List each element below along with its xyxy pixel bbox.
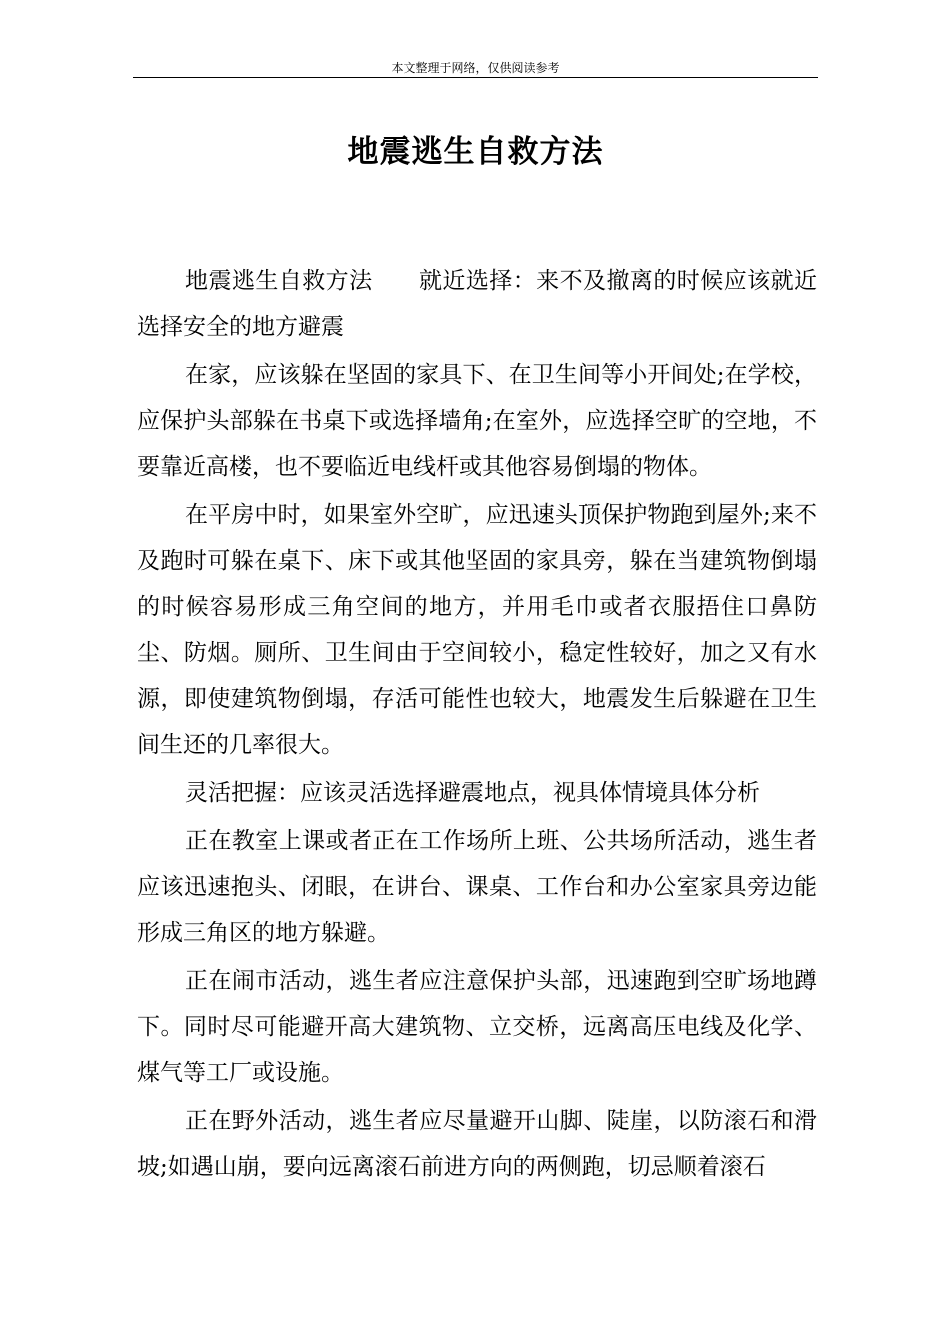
header-divider: [133, 77, 818, 78]
intro-rest: 就近选择：来不及撤离的时候应该就近选择安全的地方避震: [137, 268, 818, 340]
paragraph-classroom: 正在教室上课或者正在工作场所上班、公共场所活动，逃生者应该迅速抱头、闭眼，在讲台、课桌、工作台和办公室家具旁边能形成三角区的地方躲避。: [137, 828, 817, 946]
document-title: 地震逃生自救方法: [347, 134, 604, 170]
page-header: 本文整理于网络，仅供阅读参考: [391, 61, 560, 75]
paragraph-bungalow: 在平房中时，如果室外空旷，应迅速头顶保护物跑到屋外;来不及跑时可躲在桌下、床下或其他坚固的家具旁，躲在当建筑物倒塌的时候容易形成三角空间的地方，并用毛巾或者衣服捂住口鼻防尘、防烟。厕所、卫生间由于空间较小，稳定性较好，加之又有水源，即使建筑物倒塌，存活可能性也较大，地震发生后躲避在卫生间生还的几率很大。: [137, 502, 817, 758]
paragraph-outdoors: 正在野外活动，逃生者应尽量避开山脚、陡崖，以防滚石和滑坡;如遇山崩，要向远离滚石前进方向的两侧跑，切忌顺着滚石: [137, 1108, 817, 1180]
intro-paragraph: [137, 258, 817, 350]
intro-lead: 地震逃生自救方法: [185, 268, 373, 294]
document-body: [137, 258, 817, 1192]
paragraph-home-school: 在家，应该躲在坚固的家具下、在卫生间等小开间处;在学校，应保护头部躲在书桌下或选择墙角;在室外，应选择空旷的空地，不要靠近高楼，也不要临近电线杆或其他容易倒塌的物体。: [137, 362, 817, 480]
paragraph-flexible: 灵活把握：应该灵活选择避震地点，视具体情境具体分析: [185, 780, 760, 806]
paragraph-downtown: 正在闹市活动，逃生者应注意保护头部，迅速跑到空旷场地蹲下。同时尽可能避开高大建筑物、立交桥，远离高压电线及化学、煤气等工厂或设施。: [137, 968, 817, 1086]
